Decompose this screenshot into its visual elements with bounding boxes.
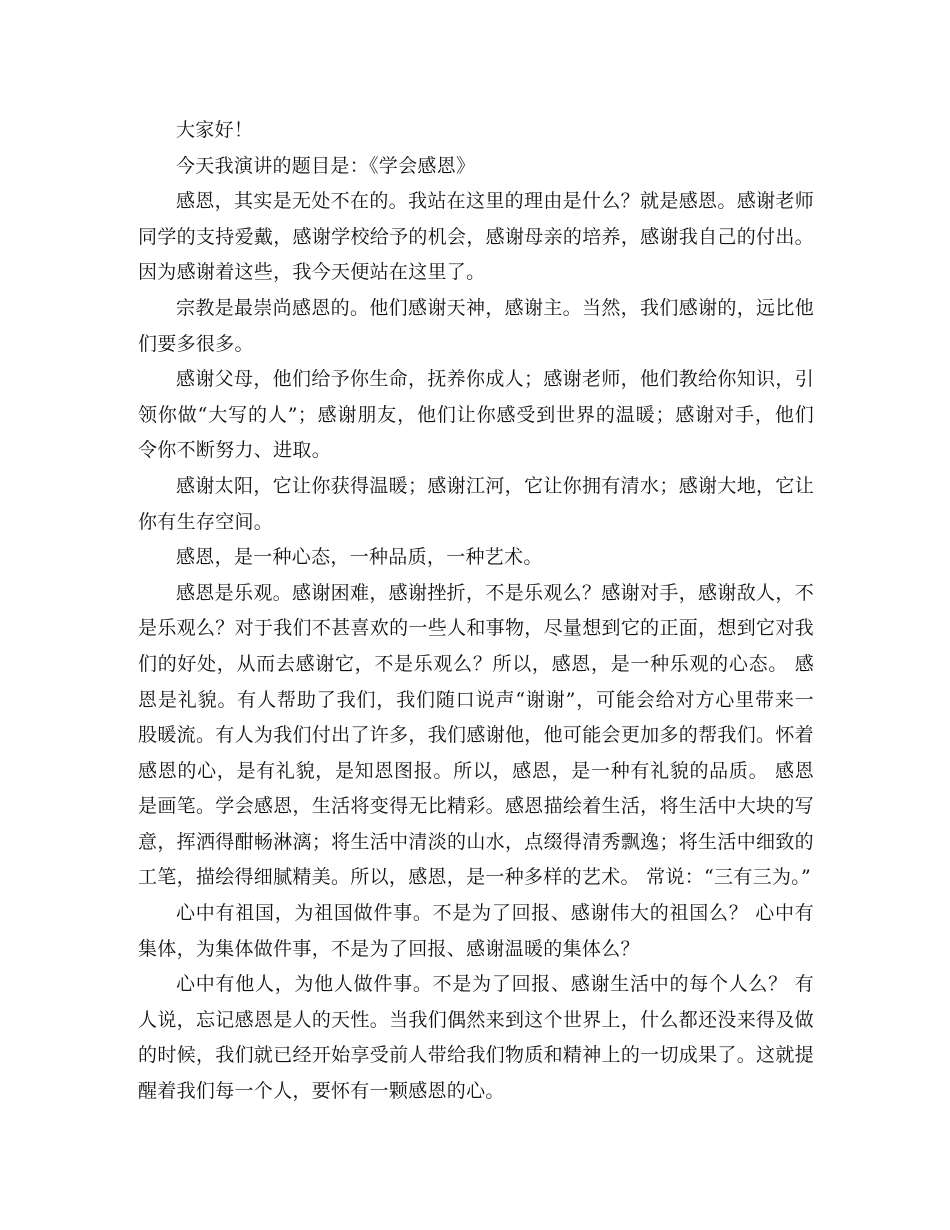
paragraph: 感恩是乐观。感谢困难，感谢挫折，不是乐观么？感谢对手，感谢敌人，不是乐观么？对于我们不甚喜欢的一些人和事物，尽量想到它的正面，想到它对我们的好处，从而去感谢它，不是乐观么？所以，感恩，是一种乐观的心态。 感恩是礼貌。有人帮助了我们，我们随口说声“谢谢”，可能会给对方心里带来一股暖流。有人为我们付出了许多，我们感谢他，他可能会更加多的帮我们。怀着感恩的心，是有礼貌，是知恩图报。所以，感恩，是一种有礼貌的品质。 感恩是画笔。学会感恩，生活将变得无比精彩。感恩描绘着生活，将生活中大块的写意，挥洒得酣畅淋漓；将生活中清淡的山水，点缀得清秀飘逸；将生活中细致的工笔，描绘得细腻精美。所以，感恩，是一种多样的艺术。 常说：“三有三为。”: [138, 581, 814, 889]
greeting: 大家好！: [176, 119, 254, 141]
paragraph: 感谢父母，他们给予你生命，抚养你成人；感谢老师，他们教给你知识，引领你做“大写的人”；感谢朋友，他们让你感受到世界的温暖；感谢对手，他们令你不断努力、进取。: [138, 368, 814, 462]
document-body: [138, 113, 814, 1110]
paragraph: 感恩，其实是无处不在的。我站在这里的理由是什么？就是感恩。感谢老师同学的支持爱戴，感谢学校给予的机会，感谢母亲的培养，感谢我自己的付出。因为感谢着这些，我今天便站在这里了。: [138, 190, 814, 284]
paragraph: 感恩，是一种心态，一种品质，一种艺术。: [176, 546, 543, 569]
speech-title-line: 今天我演讲的题目是：《学会感恩》: [176, 154, 476, 177]
paragraph: 感谢太阳，它让你获得温暖；感谢江河，它让你拥有清水；感谢大地，它让你有生存空间。: [138, 474, 814, 533]
paragraph: 心中有祖国，为祖国做件事。不是为了回报、感谢伟大的祖国么？ 心中有集体，为集体做件事，不是为了回报、感谢温暖的集体么？: [138, 902, 814, 960]
paragraph: 宗教是最崇尚感恩的。他们感谢天神，感谢主。当然，我们感谢的，远比他们要多很多。: [138, 296, 814, 355]
paragraph: 心中有他人，为他人做件事。不是为了回报、感谢生活中的每个人么？ 有人说，忘记感恩是人的天性。当我们偶然来到这个世界上，什么都还没来得及做的时候，我们就已经开始享受前人带给我们物质和精神上的一切成果了。这就提醒着我们每一个人，要怀有一颗感恩的心。: [138, 973, 814, 1103]
